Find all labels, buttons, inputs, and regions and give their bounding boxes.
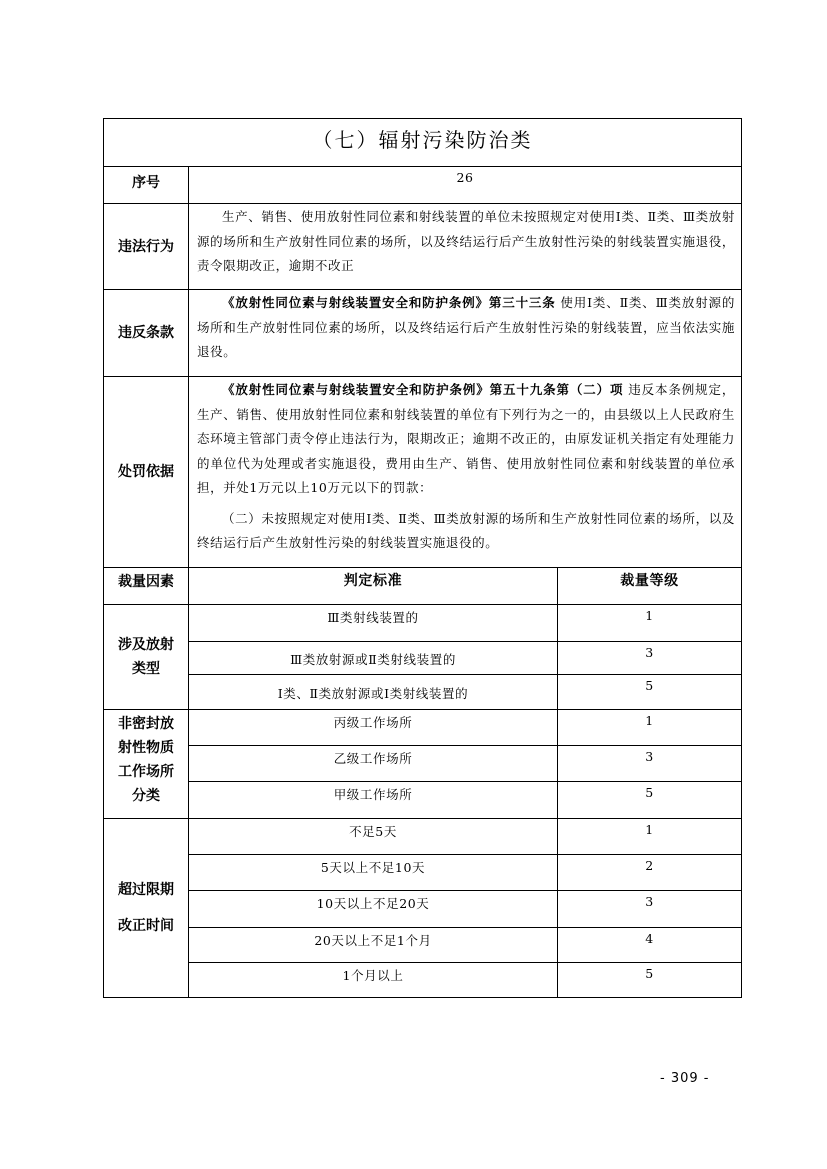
clause-body: 使用Ⅰ类、Ⅱ类、Ⅲ类放射源的场所和生产放射性同位素的场所，以及终结运行后产生放射性污染的射线装置，应当依法实施退役。 (197, 295, 735, 359)
page-number: - 309 - (660, 1071, 710, 1086)
factor-label-overdue-time: 超过限期改正时间 (118, 882, 174, 934)
serial-value: 26 (456, 170, 474, 185)
criteria-cell: 甲级工作场所 (333, 787, 413, 802)
criteria-cell: Ⅲ类放射源或Ⅱ类射线装置的 (290, 652, 456, 667)
criteria-cell: Ⅰ类、Ⅱ类放射源或Ⅰ类射线装置的 (277, 686, 469, 701)
factor-cell-workplace-class (104, 710, 188, 818)
level-cell: 3 (645, 645, 654, 660)
criteria-cell: 1个月以上 (342, 968, 404, 983)
penalty-basis-paragraph (197, 378, 735, 501)
violation-text (189, 204, 741, 289)
level-cell: 2 (645, 858, 654, 873)
penalty-table (103, 118, 742, 998)
clause-reference: 《放射性同位素与射线装置安全和防护条例》第三十三条 (222, 295, 556, 310)
level-cell: 5 (645, 785, 654, 800)
factor-label-radiation-type: 涉及放射类型 (118, 637, 174, 677)
criteria-cell: Ⅲ类射线装置的 (327, 610, 419, 625)
criteria-header: 判定标准 (343, 573, 403, 589)
violation-paragraph: 生产、销售、使用放射性同位素和射线装置的单位未按照规定对使用Ⅰ类、Ⅱ类、Ⅲ类放射源的场所和生产放射性同位素的场所，以及终结运行后产生放射性污染的射线装置实施退役，责令限期改正，逾期不改正 (197, 209, 735, 273)
level-cell: 4 (645, 931, 654, 946)
penalty-body: 违反本条例规定，生产、销售、使用放射性同位素和射线装置的单位有下列行为之一的，由县级以上人民政府生态环境主管部门责令停止违法行为，限期改正；逾期不改正的，由原发证机关指定有处理能力的单位代为处理或者实施退役，费用由生产、销售、使用放射性同位素和射线装置的单位承担，并处1万元以上10万元以下的罚款： (197, 382, 735, 495)
level-header: 裁量等级 (620, 573, 679, 589)
penalty-basis-text (189, 377, 741, 567)
factor-cell-radiation-type (104, 605, 188, 709)
violation-label: 违法行为 (118, 238, 174, 255)
factor-header: 裁量因素 (118, 574, 174, 590)
level-cell: 5 (645, 966, 654, 981)
criteria-cell: 不足5天 (349, 824, 397, 839)
section-title: （七）辐射污染防治类 (312, 127, 533, 152)
level-cell: 1 (645, 822, 654, 837)
criteria-cell: 乙级工作场所 (333, 751, 413, 766)
criteria-cell: 丙级工作场所 (333, 715, 413, 730)
violated-clause-text (189, 290, 741, 376)
level-cell: 1 (645, 713, 654, 728)
level-cell: 5 (645, 678, 654, 693)
factor-label-workplace-class: 非密封放射性物质工作场所分类 (118, 716, 174, 804)
penalty-basis-label: 处罚依据 (118, 464, 174, 480)
level-cell: 1 (645, 608, 654, 623)
serial-label: 序号 (132, 175, 160, 191)
violated-clause-label: 违反条款 (118, 325, 174, 341)
level-cell: 3 (645, 749, 654, 764)
penalty-reference: 《放射性同位素与射线装置安全和防护条例》第五十九条第（二）项 (222, 382, 624, 397)
violated-clause-paragraph (197, 291, 735, 365)
penalty-item: （二）未按照规定对使用Ⅰ类、Ⅱ类、Ⅲ类放射源的场所和生产放射性同位素的场所，以及终结运行后产生放射性污染的射线装置实施退役的。 (197, 510, 735, 550)
level-cell: 3 (645, 894, 654, 909)
factor-cell-overdue-time (104, 819, 188, 997)
criteria-cell: 5天以上不足10天 (320, 860, 426, 875)
criteria-cell: 10天以上不足20天 (316, 896, 430, 911)
criteria-cell: 20天以上不足1个月 (314, 933, 432, 948)
